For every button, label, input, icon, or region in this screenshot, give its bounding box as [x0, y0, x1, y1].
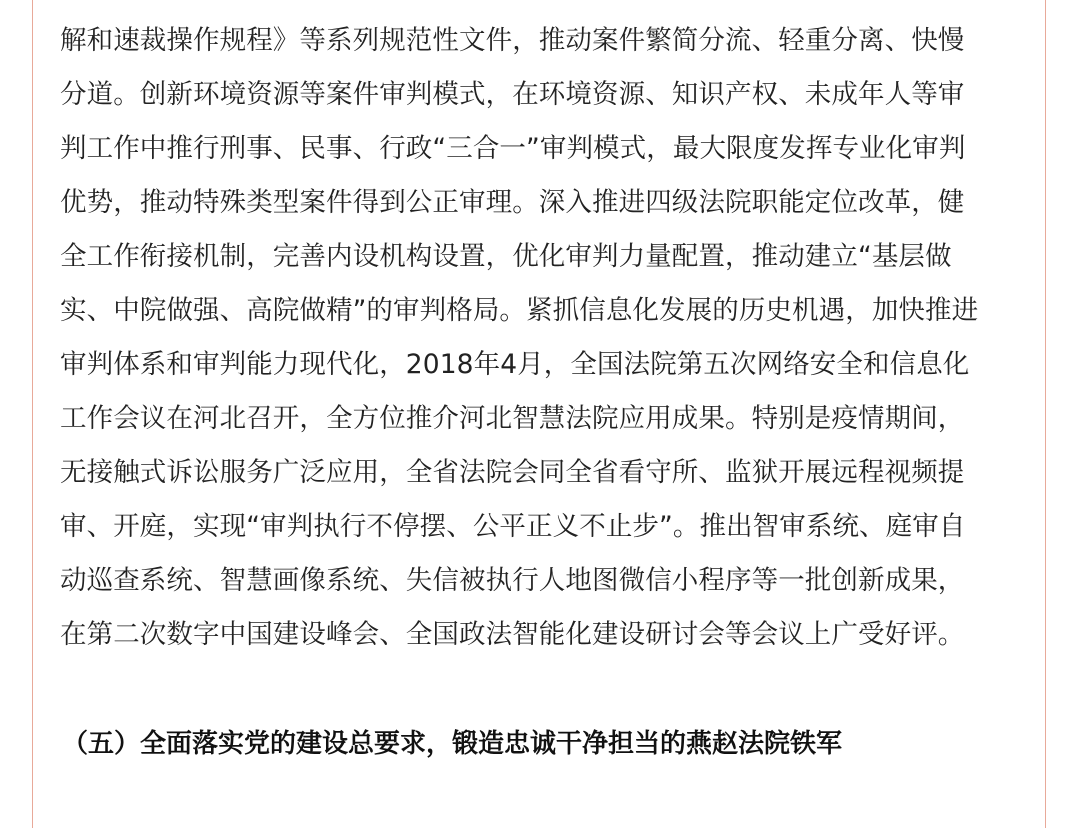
paragraph-line: 审、开庭，实现“审判执行不停摆、公平正义不止步”。推出智审系统、庭审自 [60, 511, 966, 542]
page-border-left [32, 0, 33, 828]
paragraph-line: 分道。创新环境资源等案件审判模式，在环境资源、知识产权、未成年人等审 [60, 79, 965, 110]
section-heading: （五）全面落实党的建设总要求，锻造忠诚干净担当的燕赵法院铁军 [62, 729, 843, 759]
paragraph-line: 工作会议在河北召开，全方位推介河北智慧法院应用成果。特别是疫情期间， [60, 403, 965, 434]
paragraph-line: 全工作衔接机制，完善内设机构设置，优化审判力量配置，推动建立“基层做 [60, 241, 952, 272]
article-paragraph [60, 14, 1020, 662]
paragraph-line: 无接触式诉讼服务广泛应用，全省法院会同全省看守所、监狱开展远程视频提 [60, 457, 965, 488]
paragraph-line: 优势，推动特殊类型案件得到公正审理。深入推进四级法院职能定位改革，健 [60, 187, 965, 218]
paragraph-line: 解和速裁操作规程》等系列规范性文件，推动案件繁简分流、轻重分离、快慢 [60, 25, 965, 56]
paragraph-line: 审判体系和审判能力现代化，2018年4月，全国法院第五次网络安全和信息化 [60, 349, 970, 380]
paragraph-line: 动巡查系统、智慧画像系统、失信被执行人地图微信小程序等一批创新成果， [60, 565, 965, 596]
paragraph-line: 在第二次数字中国建设峰会、全国政法智能化建设研讨会等会议上广受好评。 [60, 619, 965, 650]
paragraph-line: 判工作中推行刑事、民事、行政“三合一”审判模式，最大限度发挥专业化审判 [60, 133, 966, 164]
page-border-right [1045, 0, 1046, 828]
paragraph-line: 实、中院做强、高院做精”的审判格局。紧抓信息化发展的历史机遇，加快推进 [60, 295, 979, 326]
